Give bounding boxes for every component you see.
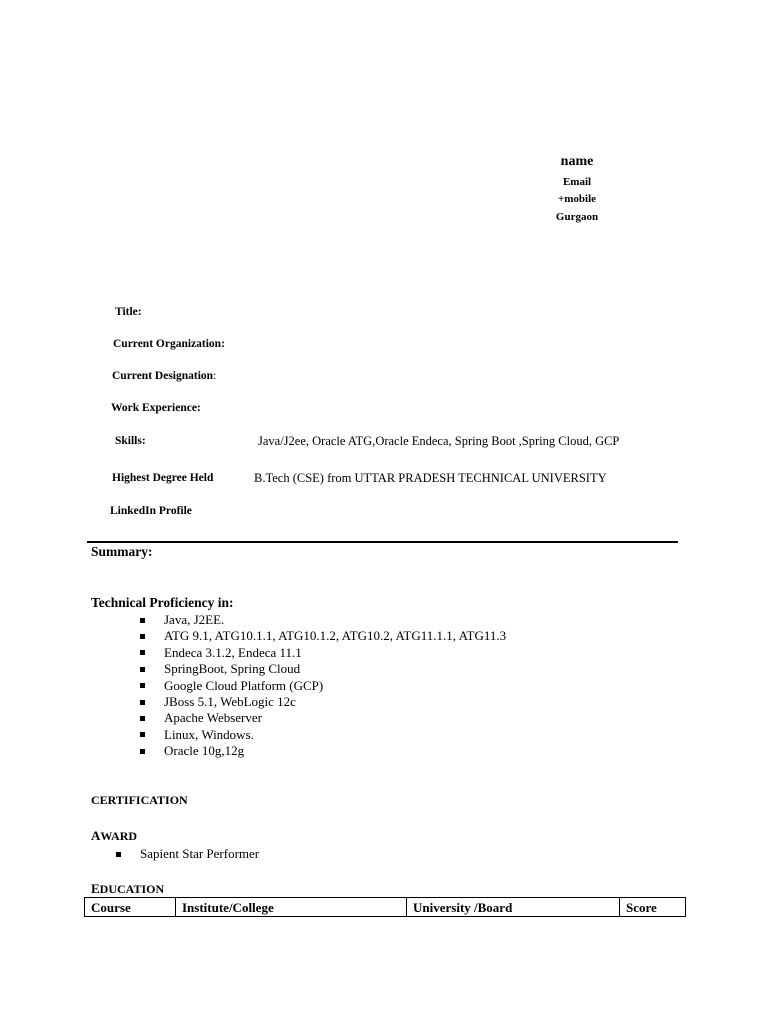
list-item xyxy=(140,727,506,743)
list-item-text: Sapient Star Performer xyxy=(140,846,260,861)
summary-heading: Summary: xyxy=(91,544,153,559)
list-item-text: Oracle 10g,12g xyxy=(164,743,245,759)
list-item-text: ATG 9.1, ATG10.1.1, ATG10.1.2, ATG10.2, ATG11.1.1, ATG11.3 xyxy=(164,628,507,644)
column-header-university: University /Board xyxy=(407,898,620,917)
list-item-text: SpringBoot, Spring Cloud xyxy=(164,661,301,677)
technical-proficiency-heading: Technical Proficiency in: xyxy=(91,595,234,610)
list-item xyxy=(140,678,506,694)
list-item-text: JBoss 5.1, WebLogic 12c xyxy=(164,694,296,710)
award-heading xyxy=(91,828,137,844)
list-item xyxy=(140,645,506,661)
list-item xyxy=(116,846,259,862)
education-table xyxy=(84,897,686,917)
award-list xyxy=(116,846,259,862)
field-value-highest-degree: B.Tech (CSE) from UTTAR PRADESH TECHNICAL UNIVERSITY xyxy=(254,471,607,485)
list-item-text: Endeca 3.1.2, Endeca 11.1 xyxy=(164,644,302,660)
bullet-square-icon xyxy=(140,716,145,721)
list-item-text: Java, J2EE. xyxy=(164,612,225,627)
field-label-title: Title: xyxy=(115,306,142,318)
field-label-current-designation-colon: : xyxy=(213,370,217,382)
list-item-text: Linux, Windows. xyxy=(164,726,254,742)
bullet-square-icon xyxy=(140,634,145,639)
bullet-square-icon xyxy=(140,749,145,754)
field-label-current-designation-text: Current Designation xyxy=(112,370,214,382)
field-label-skills: Skills: xyxy=(115,435,146,447)
list-item xyxy=(140,661,506,677)
education-heading-rest: DUCATION xyxy=(99,882,165,896)
field-label-current-organization: Current Organization: xyxy=(113,338,225,350)
education-heading-initial: E xyxy=(91,881,100,896)
column-header-score: Score xyxy=(620,898,686,917)
certification-heading: CERTIFICATION xyxy=(91,793,188,807)
list-item xyxy=(140,612,506,628)
field-label-current-designation xyxy=(112,370,216,382)
column-header-course: Course xyxy=(85,898,176,917)
bullet-square-icon xyxy=(140,683,145,688)
column-header-institute: Institute/College xyxy=(176,898,407,917)
bullet-square-icon xyxy=(116,852,121,857)
list-item xyxy=(140,694,506,710)
bullet-square-icon xyxy=(140,650,145,655)
award-heading-initial: A xyxy=(91,828,101,843)
bullet-square-icon xyxy=(140,732,145,737)
award-heading-rest: WARD xyxy=(100,829,138,843)
list-item-text: Google Cloud Platform (GCP) xyxy=(164,677,324,693)
field-label-highest-degree: Highest Degree Held xyxy=(112,472,214,484)
field-value-skills: Java/J2ee, Oracle ATG,Oracle Endeca, Spring Boot ,Spring Cloud, GCP xyxy=(258,434,620,448)
bullet-square-icon xyxy=(140,667,145,672)
section-divider xyxy=(87,541,678,543)
education-heading xyxy=(91,881,164,897)
list-item xyxy=(140,743,506,759)
bullet-square-icon xyxy=(140,700,145,705)
table-header-row xyxy=(85,898,686,917)
bullet-square-icon xyxy=(140,618,145,623)
list-item-text: Apache Webserver xyxy=(164,710,262,726)
list-item xyxy=(140,628,506,644)
technical-proficiency-list xyxy=(140,612,506,760)
candidate-email: Email xyxy=(562,176,592,188)
candidate-mobile: +mobile xyxy=(557,193,597,205)
field-label-linkedin-profile: LinkedIn Profile xyxy=(110,505,192,517)
candidate-name: name xyxy=(560,154,594,169)
field-label-work-experience: Work Experience: xyxy=(111,402,201,414)
list-item xyxy=(140,710,506,726)
candidate-location: Gurgaon xyxy=(555,211,599,223)
